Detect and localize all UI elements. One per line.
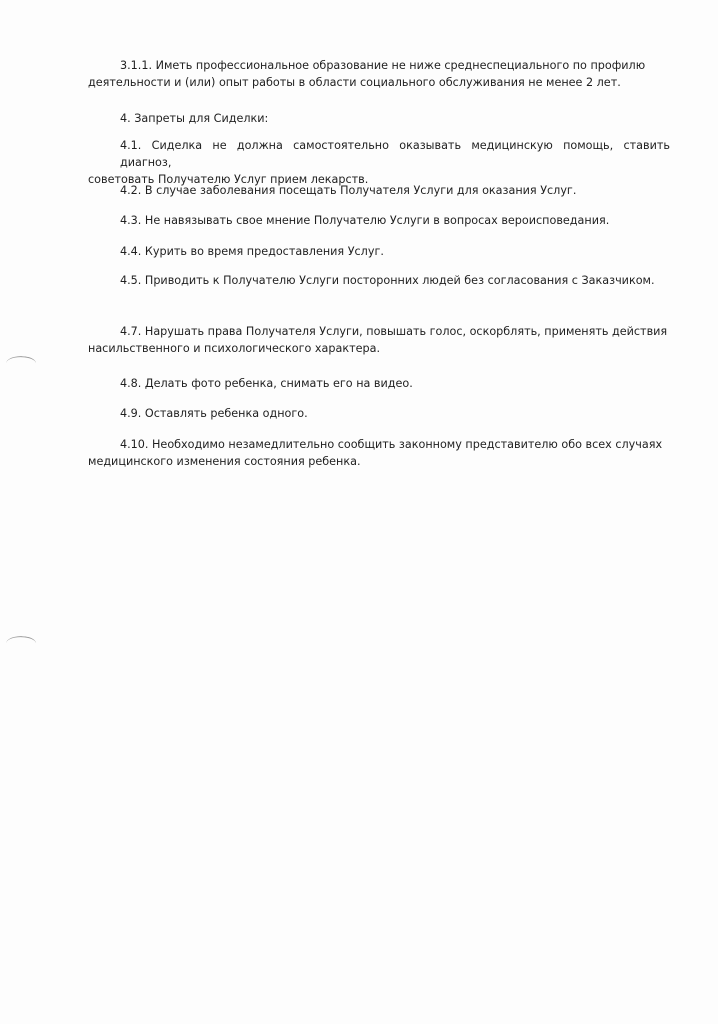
paragraph-4-1-line-1: 4.1. Сиделка не должна самостоятельно оказывать медицинскую помощь, ставить диагноз, — [120, 139, 670, 169]
paragraph-3-1-1-line-1: 3.1.1. Иметь профессиональное образование не ниже среднеспециального по профилю — [120, 59, 646, 72]
paragraph-4-8 — [88, 375, 670, 392]
paragraph-4-10-line-2: медицинского изменения состояния ребенка. — [88, 455, 361, 468]
paragraph-4-1-line-2: советовать Получателю Услуг прием лекарств. — [88, 173, 369, 186]
scan-punch-mark — [5, 634, 36, 652]
paragraph-4-2 — [88, 182, 670, 199]
paragraph-4-5 — [88, 272, 670, 289]
paragraph-4-3 — [88, 212, 670, 229]
paragraph-4-10 — [88, 436, 670, 470]
section-4-heading-text: 4. Запреты для Сиделки: — [120, 112, 269, 125]
paragraph-4-5-text: 4.5. Приводить к Получателю Услуги посторонних людей без согласования с Заказчиком. — [120, 274, 655, 287]
paragraph-4-9 — [88, 405, 670, 422]
paragraph-4-7-line-1: 4.7. Нарушать права Получателя Услуги, повышать голос, оскорблять, применять действия — [120, 325, 668, 338]
paragraph-4-7-line-2: насильственного и психологического характера. — [88, 342, 381, 355]
paragraph-4-4-text: 4.4. Курить во время предоставления Услуг. — [120, 245, 384, 258]
paragraph-3-1-1 — [88, 57, 670, 91]
paragraph-3-1-1-line-2: деятельности и (или) опыт работы в области социального обслуживания не менее 2 лет. — [88, 76, 621, 89]
paragraph-4-4 — [88, 243, 670, 260]
scan-punch-mark — [5, 354, 36, 372]
paragraph-4-10-line-1: 4.10. Необходимо незамедлительно сообщить законному представителю обо всех случаях — [120, 438, 663, 451]
paragraph-4-3-text: 4.3. Не навязывать свое мнение Получателю Услуги в вопросах вероисповедания. — [120, 214, 610, 227]
section-4-heading — [88, 110, 670, 127]
paragraph-4-9-text: 4.9. Оставлять ребенка одного. — [120, 407, 308, 420]
paragraph-4-1 — [88, 137, 670, 188]
paragraph-4-7 — [88, 323, 670, 357]
paragraph-4-8-text: 4.8. Делать фото ребенка, снимать его на видео. — [120, 377, 413, 390]
paragraph-4-2-text: 4.2. В случае заболевания посещать Получателя Услуги для оказания Услуг. — [120, 184, 577, 197]
